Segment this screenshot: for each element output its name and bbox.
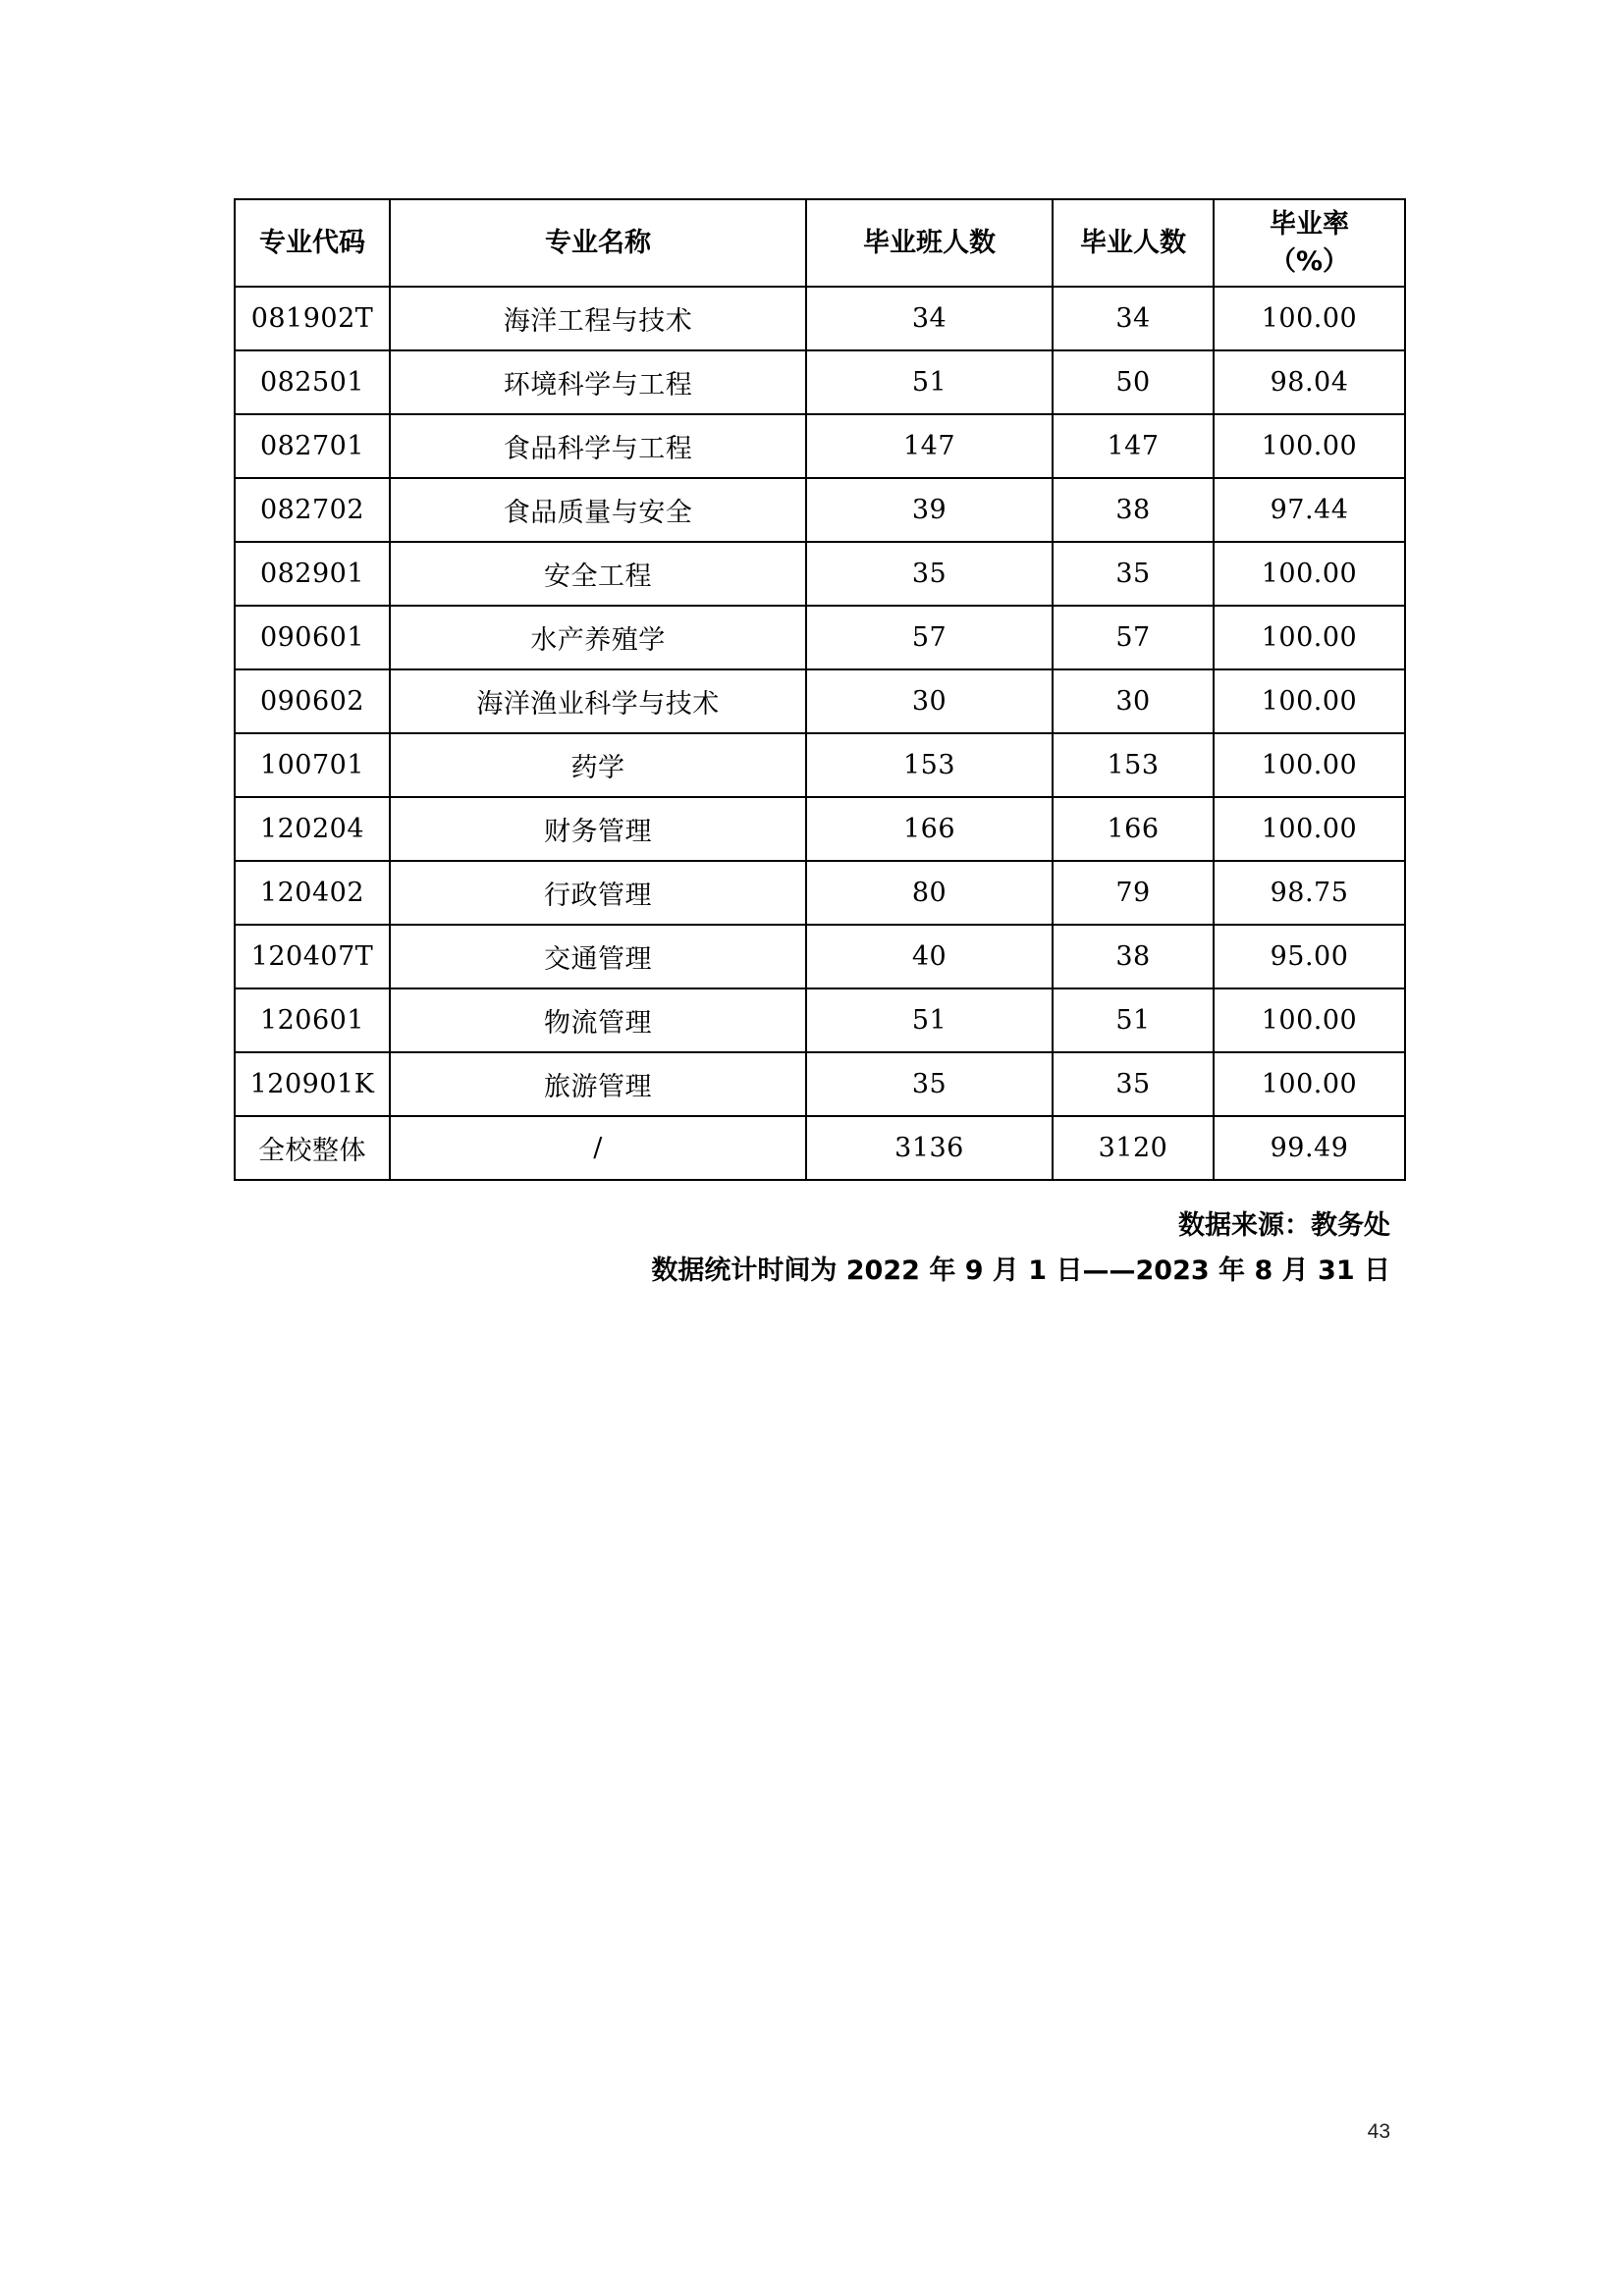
cell-class-count: 166 (806, 797, 1053, 861)
cell-graduation-rate: 100.00 (1214, 542, 1405, 606)
cell-major-code: 082901 (235, 542, 390, 606)
header-graduation-rate (1214, 199, 1405, 287)
header-major-code: 专业代码 (235, 199, 390, 287)
table-row (235, 925, 1405, 988)
table-row (235, 797, 1405, 861)
data-period-note: 数据统计时间为 2022 年 9 月 1 日——2023 年 8 月 31 日 (651, 1255, 1390, 1286)
data-source-note: 数据来源：教务处 (1178, 1210, 1390, 1241)
table-row (235, 542, 1405, 606)
cell-major-code: 082701 (235, 414, 390, 478)
cell-class-count: 57 (806, 606, 1053, 669)
cell-graduation-rate: 100.00 (1214, 669, 1405, 733)
cell-class-count: 51 (806, 988, 1053, 1052)
cell-class-count: 80 (806, 861, 1053, 925)
cell-graduation-rate: 100.00 (1214, 988, 1405, 1052)
table-row (235, 350, 1405, 414)
cell-graduation-rate: 100.00 (1214, 414, 1405, 478)
cell-graduate-count: 34 (1053, 287, 1214, 350)
cell-graduate-count: 35 (1053, 1052, 1214, 1116)
header-rate-unit: （%） (1269, 245, 1350, 277)
header-class-count: 毕业班人数 (806, 199, 1053, 287)
header-graduate-count: 毕业人数 (1053, 199, 1214, 287)
cell-major-name: / (390, 1116, 806, 1180)
cell-graduate-count: 38 (1053, 925, 1214, 988)
cell-major-code: 120204 (235, 797, 390, 861)
table-row (235, 669, 1405, 733)
cell-major-code: 120407T (235, 925, 390, 988)
cell-graduate-count: 50 (1053, 350, 1214, 414)
cell-class-count: 39 (806, 478, 1053, 542)
header-rate-label: 毕业率 (1270, 208, 1349, 240)
cell-graduation-rate: 100.00 (1214, 797, 1405, 861)
table-row (235, 287, 1405, 350)
table-row (235, 733, 1405, 797)
table-row (235, 988, 1405, 1052)
cell-major-code: 082702 (235, 478, 390, 542)
cell-class-count: 153 (806, 733, 1053, 797)
cell-major-name: 食品科学与工程 (390, 414, 806, 478)
cell-major-name: 交通管理 (390, 925, 806, 988)
cell-class-count: 3136 (806, 1116, 1053, 1180)
cell-major-code: 082501 (235, 350, 390, 414)
cell-major-code: 120901K (235, 1052, 390, 1116)
table-row (235, 1052, 1405, 1116)
table-row (235, 1116, 1405, 1180)
cell-major-name: 环境科学与工程 (390, 350, 806, 414)
cell-major-code: 090602 (235, 669, 390, 733)
cell-graduation-rate: 99.49 (1214, 1116, 1405, 1180)
cell-class-count: 35 (806, 542, 1053, 606)
cell-major-name: 药学 (390, 733, 806, 797)
cell-major-name: 食品质量与安全 (390, 478, 806, 542)
table-body (235, 287, 1405, 1180)
cell-class-count: 35 (806, 1052, 1053, 1116)
cell-graduation-rate: 98.04 (1214, 350, 1405, 414)
table-row (235, 414, 1405, 478)
page-number: 43 (1367, 2120, 1390, 2143)
cell-graduation-rate: 100.00 (1214, 287, 1405, 350)
cell-graduation-rate: 100.00 (1214, 1052, 1405, 1116)
cell-class-count: 40 (806, 925, 1053, 988)
cell-graduation-rate: 98.75 (1214, 861, 1405, 925)
cell-major-code: 120402 (235, 861, 390, 925)
cell-major-code: 120601 (235, 988, 390, 1052)
cell-major-code: 100701 (235, 733, 390, 797)
table-row (235, 478, 1405, 542)
cell-graduate-count: 79 (1053, 861, 1214, 925)
cell-graduate-count: 51 (1053, 988, 1214, 1052)
cell-major-name: 财务管理 (390, 797, 806, 861)
cell-graduation-rate: 97.44 (1214, 478, 1405, 542)
cell-graduation-rate: 95.00 (1214, 925, 1405, 988)
cell-graduate-count: 153 (1053, 733, 1214, 797)
cell-major-name: 物流管理 (390, 988, 806, 1052)
cell-graduation-rate: 100.00 (1214, 733, 1405, 797)
cell-major-name: 海洋工程与技术 (390, 287, 806, 350)
cell-major-name: 行政管理 (390, 861, 806, 925)
cell-graduation-rate: 100.00 (1214, 606, 1405, 669)
table-row (235, 861, 1405, 925)
cell-class-count: 51 (806, 350, 1053, 414)
cell-graduate-count: 38 (1053, 478, 1214, 542)
cell-graduate-count: 57 (1053, 606, 1214, 669)
cell-major-name: 安全工程 (390, 542, 806, 606)
cell-graduate-count: 30 (1053, 669, 1214, 733)
cell-graduate-count: 3120 (1053, 1116, 1214, 1180)
cell-graduate-count: 35 (1053, 542, 1214, 606)
cell-class-count: 30 (806, 669, 1053, 733)
header-major-name: 专业名称 (390, 199, 806, 287)
cell-major-code: 090601 (235, 606, 390, 669)
cell-class-count: 147 (806, 414, 1053, 478)
cell-major-name: 旅游管理 (390, 1052, 806, 1116)
cell-graduate-count: 147 (1053, 414, 1214, 478)
cell-major-name: 海洋渔业科学与技术 (390, 669, 806, 733)
cell-class-count: 34 (806, 287, 1053, 350)
graduation-rate-table (234, 198, 1406, 1181)
cell-major-code: 081902T (235, 287, 390, 350)
table-row (235, 606, 1405, 669)
table-header-row (235, 199, 1405, 287)
cell-major-name: 水产养殖学 (390, 606, 806, 669)
cell-major-code: 全校整体 (235, 1116, 390, 1180)
cell-graduate-count: 166 (1053, 797, 1214, 861)
